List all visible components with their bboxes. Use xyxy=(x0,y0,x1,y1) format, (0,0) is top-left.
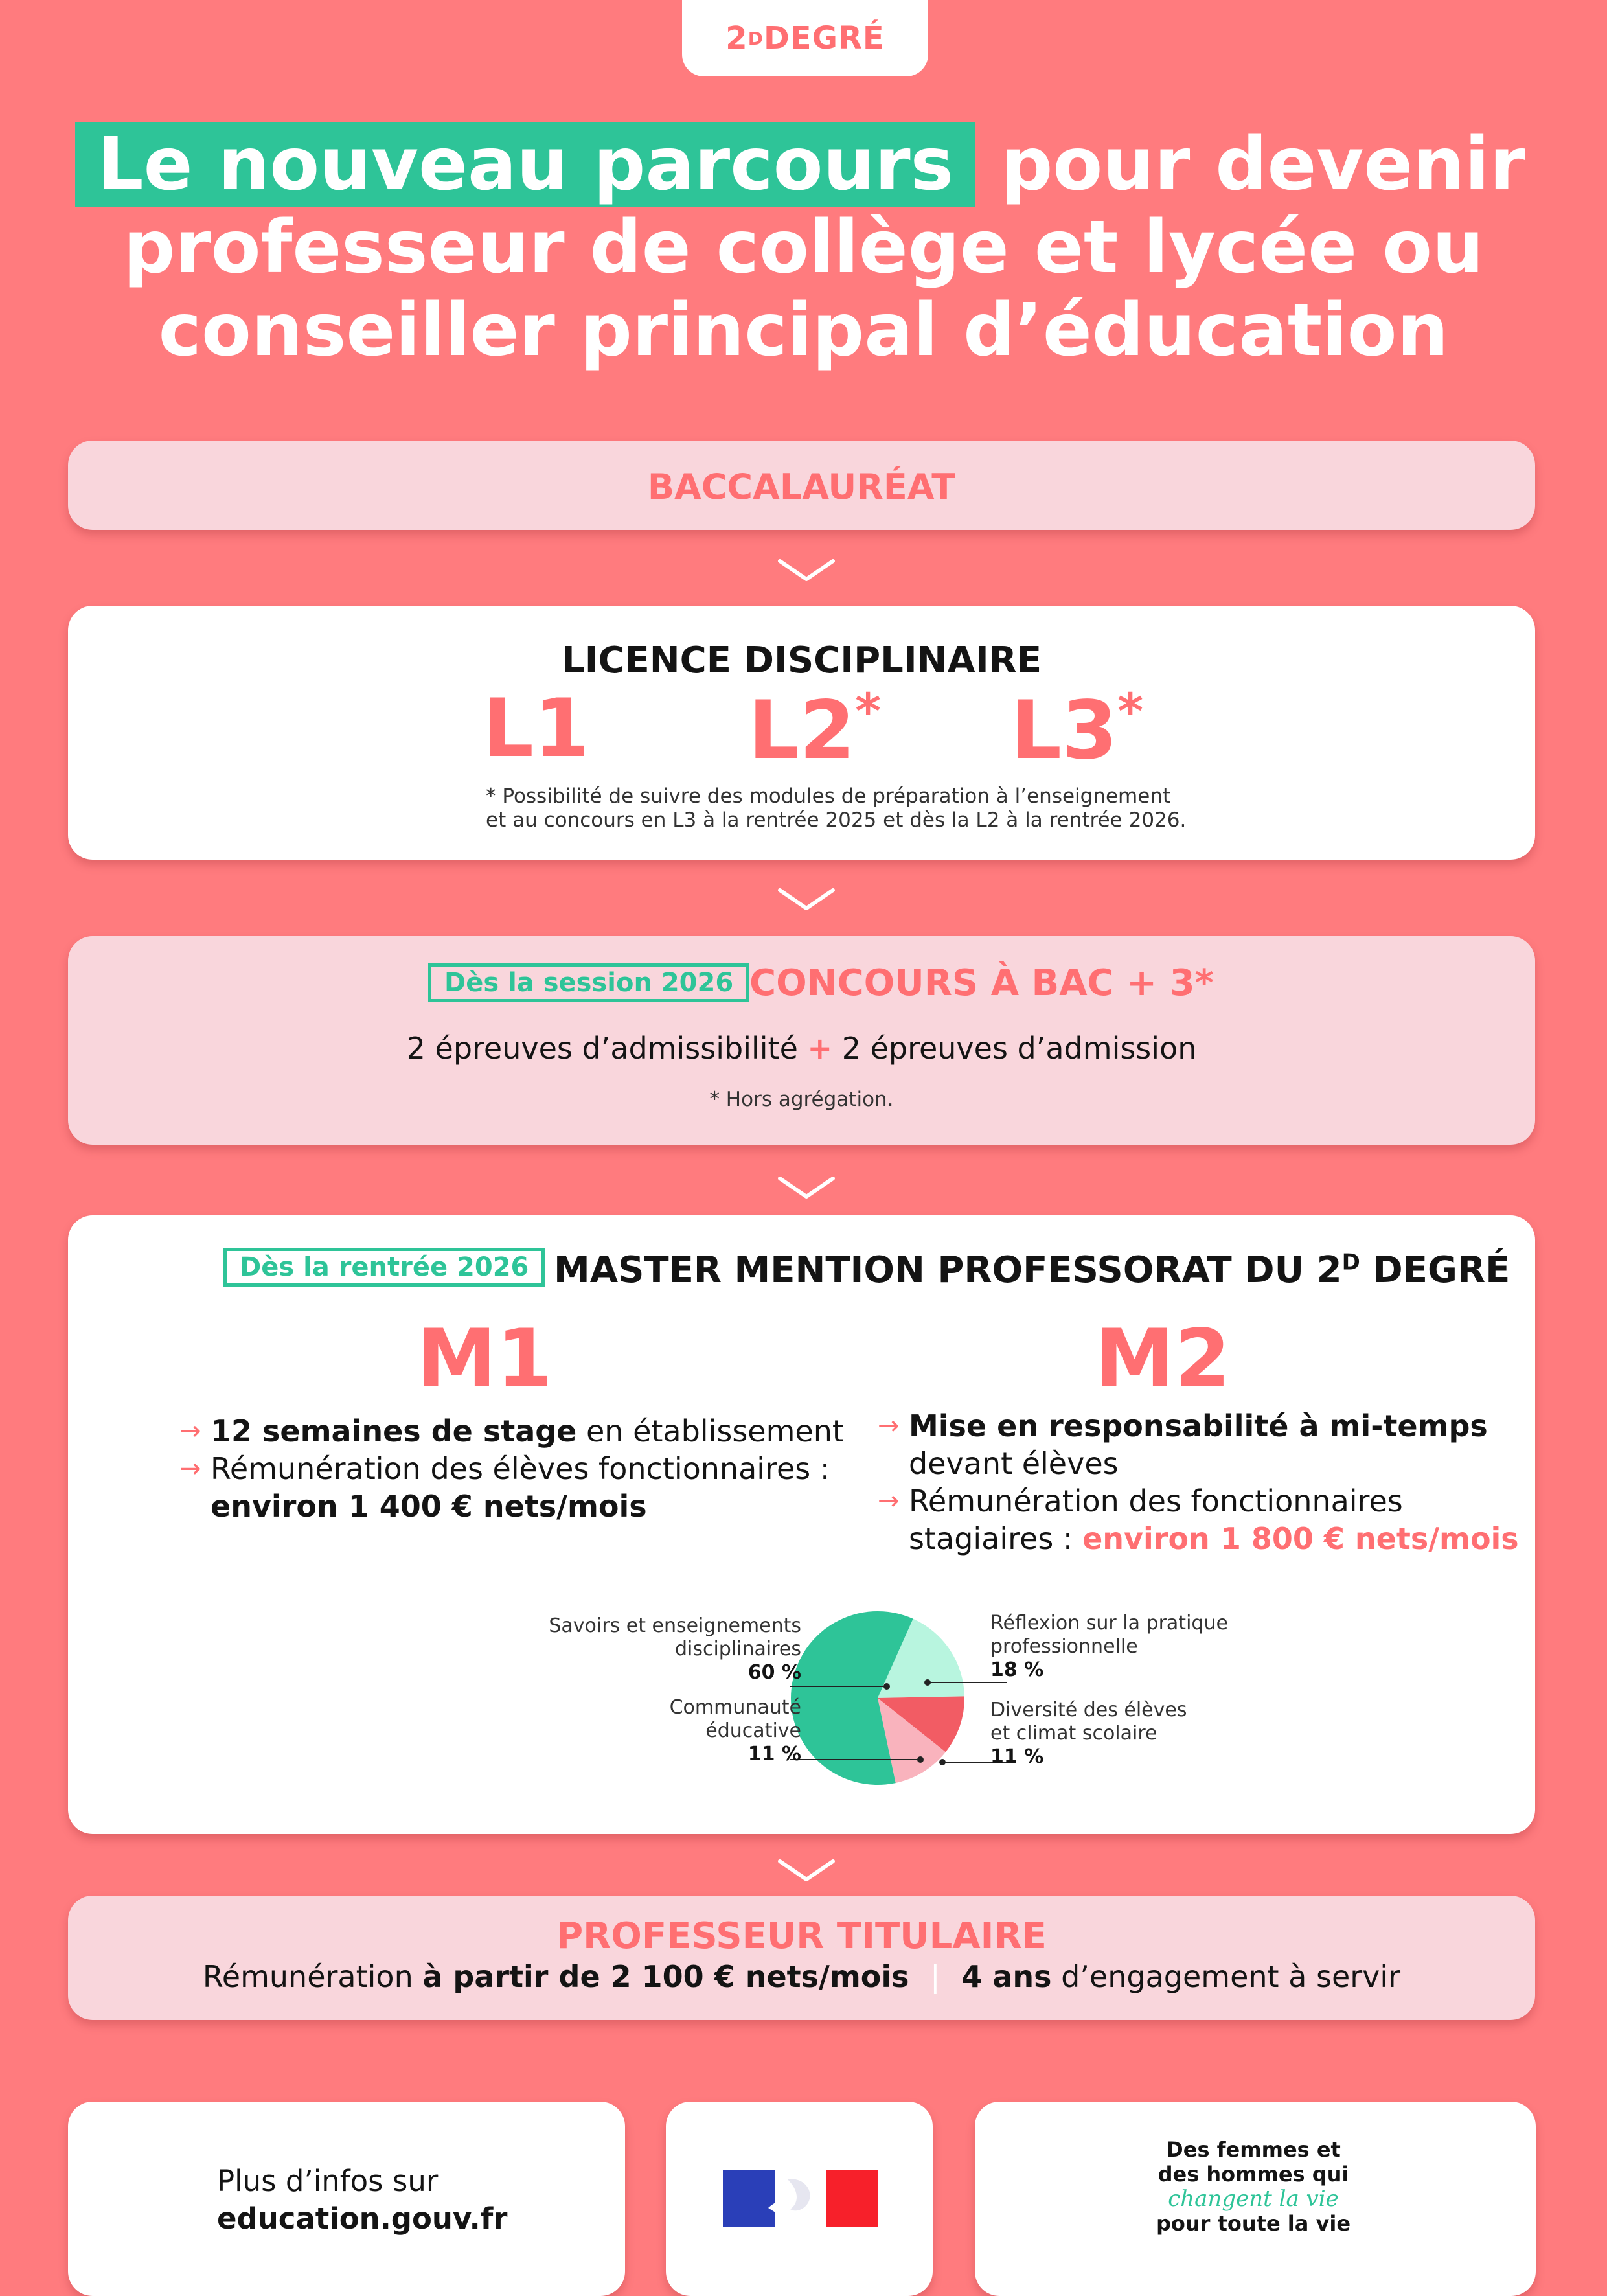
epreuves-admission: 2 épreuves d’admission xyxy=(841,1031,1197,1066)
badge-sup: D xyxy=(747,27,764,49)
savoirs-line1: Savoirs et enseignements xyxy=(549,1614,801,1637)
slogan-script: changent la vie xyxy=(1168,2186,1339,2212)
year-l2-star: * xyxy=(855,682,882,740)
diversite-line2: et climat scolaire xyxy=(990,1722,1157,1745)
m1-bullets xyxy=(179,1412,892,1525)
year-l3 xyxy=(1010,682,1143,777)
arrow-right-icon: → xyxy=(878,1411,900,1441)
concours-epreuves xyxy=(68,1031,1535,1066)
m2-remu-line1: Rémunération des fonctionnaires xyxy=(909,1484,1403,1519)
licence-title: LICENCE DISCIPLINAIRE xyxy=(561,639,1042,682)
reflexion-line1: Réflexion sur la pratique xyxy=(990,1612,1228,1635)
pie-label-diversite xyxy=(990,1699,1187,1769)
licence-footnote xyxy=(486,785,1186,832)
bac-card xyxy=(68,441,1535,530)
slogan-card xyxy=(975,2102,1536,2296)
pie-label-savoirs xyxy=(549,1614,801,1684)
title-line2: professeur de collège et lycée ou xyxy=(123,205,1484,290)
leader-dot-diversite xyxy=(940,1760,945,1765)
m2-label: M2 xyxy=(1095,1313,1231,1406)
chevron-down-icon xyxy=(777,1175,836,1200)
m2-resp-line2: devant élèves xyxy=(909,1446,1119,1481)
logo-card xyxy=(666,2102,933,2296)
badge-main: 2 xyxy=(725,20,748,56)
concours-card xyxy=(68,936,1535,1145)
licence-note-line2: et au concours en L3 à la rentrée 2025 et dès la L2 à la rentrée 2026. xyxy=(486,809,1187,832)
m2-bullet-responsabilite xyxy=(878,1407,1525,1482)
master-title-main: MASTER MENTION PROFESSORAT DU 2 xyxy=(554,1249,1342,1291)
title-line3: conseiller principal d’éducation xyxy=(158,288,1449,373)
leader-dot-communaute xyxy=(918,1757,923,1762)
epreuves-admissibilite: 2 épreuves d’admissibilité xyxy=(406,1031,798,1066)
master-card xyxy=(68,1215,1535,1834)
year-l3-star: * xyxy=(1117,682,1144,740)
level-badge xyxy=(682,0,928,76)
year-l2 xyxy=(748,682,881,777)
info-line1: Plus d’infos sur xyxy=(217,2164,439,2198)
reflexion-pct: 18 % xyxy=(990,1659,1044,1681)
reflexion-line2: professionnelle xyxy=(990,1635,1138,1658)
m1-stage-rest: en établissement xyxy=(576,1414,844,1449)
master-title xyxy=(554,1249,1510,1291)
m1-remu-line1: Rémunération des élèves fonctionnaires : xyxy=(211,1451,830,1486)
pie-label-reflexion xyxy=(990,1612,1228,1682)
master-title-end: DEGRÉ xyxy=(1360,1249,1510,1291)
diversite-line1: Diversité des élèves xyxy=(990,1699,1187,1721)
year-l1-label: L1 xyxy=(483,682,590,775)
info-card xyxy=(68,2102,625,2296)
m1-label: M1 xyxy=(416,1313,553,1406)
chevron-down-icon xyxy=(777,557,836,583)
chevron-down-icon xyxy=(777,1857,836,1883)
m1-remu-amount: environ 1 400 € nets/mois xyxy=(211,1489,647,1524)
communaute-line1: Communauté xyxy=(669,1696,801,1719)
master-date-tag: Dès la rentrée 2026 xyxy=(223,1248,545,1287)
m2-resp-bold: Mise en responsabilité à mi-temps xyxy=(909,1408,1488,1443)
titulaire-details xyxy=(68,1959,1535,1994)
diversite-pct: 11 % xyxy=(990,1745,1044,1768)
m2-bullet-remuneration xyxy=(878,1482,1525,1557)
communaute-pct: 11 % xyxy=(747,1743,801,1765)
bac-label: BACCALAURÉAT xyxy=(647,466,956,507)
m2-remu-line2: stagiaires : xyxy=(909,1521,1083,1556)
year-l2-label: L2 xyxy=(748,684,856,777)
arrow-right-icon: → xyxy=(179,1416,201,1446)
concours-footnote: * Hors agrégation. xyxy=(709,1088,894,1111)
title-line1-rest: pour devenir xyxy=(975,122,1525,207)
titulaire-remu-amount: à partir de 2 100 € nets/mois xyxy=(422,1959,909,1994)
licence-card xyxy=(68,606,1535,860)
m1-bullet-remuneration xyxy=(179,1450,892,1525)
plus-sign: + xyxy=(807,1031,833,1066)
titulaire-title: PROFESSEUR TITULAIRE xyxy=(556,1915,1047,1957)
savoirs-pct: 60 % xyxy=(747,1661,801,1684)
info-link[interactable]: education.gouv.fr xyxy=(217,2201,508,2236)
slogan-line1: Des femmes et xyxy=(1166,2137,1341,2162)
leader-dot-reflexion xyxy=(925,1680,930,1685)
communaute-line2: éducative xyxy=(705,1719,801,1742)
separator: | xyxy=(930,1959,940,1994)
arrow-right-icon: → xyxy=(179,1454,201,1484)
badge-rest: DEGRÉ xyxy=(763,20,885,56)
page-title xyxy=(78,123,1529,372)
m2-remu-amount: environ 1 800 € nets/mois xyxy=(1082,1521,1519,1556)
m2-bullets xyxy=(878,1407,1525,1557)
republique-francaise-logo xyxy=(723,2170,878,2227)
m1-bullet-stage xyxy=(179,1412,892,1450)
year-l1 xyxy=(483,682,589,775)
master-title-sup: D xyxy=(1341,1249,1360,1276)
info-text xyxy=(217,2163,507,2238)
titulaire-engagement: d’engagement à servir xyxy=(1051,1959,1401,1994)
chevron-down-icon xyxy=(777,886,836,912)
slogan-line2: des hommes qui xyxy=(1157,2162,1349,2187)
leader-dot-savoirs xyxy=(884,1684,889,1689)
pie-label-communaute xyxy=(670,1696,801,1766)
arrow-right-icon: → xyxy=(878,1486,900,1516)
concours-title: CONCOURS À BAC + 3* xyxy=(749,962,1214,1004)
m1-stage-bold: 12 semaines de stage xyxy=(211,1414,577,1449)
slogan xyxy=(1104,2137,1402,2236)
licence-note-line1: * Possibilité de suivre des modules de préparation à l’enseignement xyxy=(486,785,1171,808)
concours-date-tag: Dès la session 2026 xyxy=(428,963,749,1002)
year-l3-label: L3 xyxy=(1010,684,1118,777)
savoirs-line2: disciplinaires xyxy=(674,1638,801,1660)
slogan-line3: pour toute la vie xyxy=(1156,2211,1351,2236)
titulaire-card xyxy=(68,1896,1535,2020)
titulaire-remu: Rémunération xyxy=(202,1959,423,1994)
title-highlight: Le nouveau parcours xyxy=(75,122,975,207)
titulaire-years: 4 ans xyxy=(961,1959,1052,1994)
